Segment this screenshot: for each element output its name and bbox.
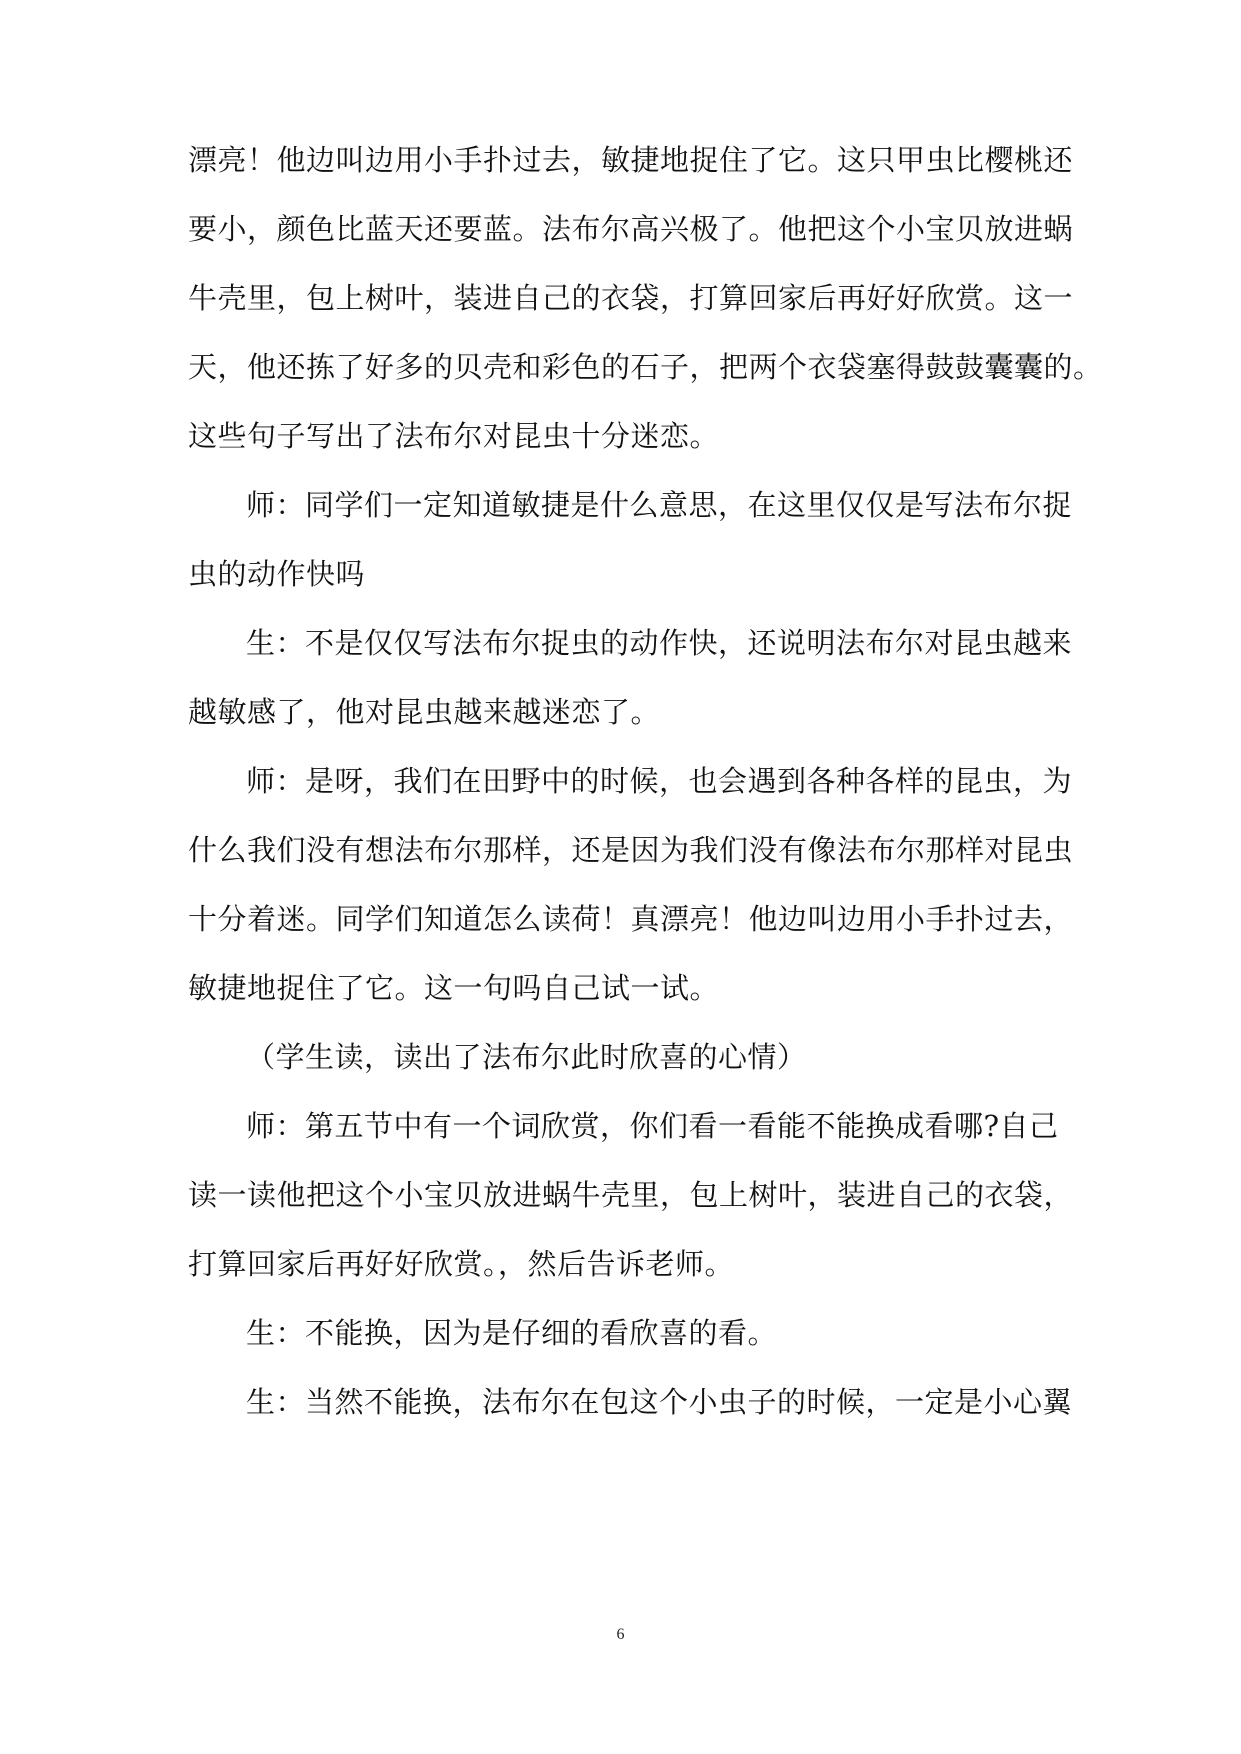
text-line: 生：不能换，因为是仔细的看欣喜的看。 (246, 1316, 778, 1350)
text-line: 师：第五节中有一个词欣赏，你们看一看能不能换成看哪?自己 (246, 1109, 1059, 1143)
text-line: 什么我们没有想法布尔那样，还是因为我们没有像法布尔那样对昆虫 (188, 833, 1074, 867)
text-line: 敏捷地捉住了它。这一句吗自己试一试。 (188, 971, 720, 1005)
text-line: 生：不是仅仅写法布尔捉虫的动作快，还说明法布尔对昆虫越来 (246, 626, 1073, 660)
text-line: 这些句子写出了法布尔对昆虫十分迷恋。 (188, 419, 720, 453)
text-line: 生：当然不能换，法布尔在包这个小虫子的时候，一定是小心翼 (246, 1385, 1073, 1419)
text-line: 读一读他把这个小宝贝放进蜗牛壳里，包上树叶，装进自己的衣袋， (188, 1178, 1074, 1212)
text-line: 天，他还拣了好多的贝壳和彩色的石子，把两个衣袋塞得鼓鼓囊囊的。 (188, 350, 1103, 384)
text-line: 虫的动作快吗 (188, 557, 366, 591)
text-line: 漂亮！他边叫边用小手扑过去，敏捷地捉住了它。这只甲虫比樱桃还 (188, 143, 1074, 177)
text-line: （学生读，读出了法布尔此时欣喜的心情） (246, 1040, 807, 1074)
text-line: 要小，颜色比蓝天还要蓝。法布尔高兴极了。他把这个小宝贝放进蜗 (188, 212, 1074, 246)
text-line: 师：是呀，我们在田野中的时候，也会遇到各种各样的昆虫，为 (246, 764, 1073, 798)
text-line: 牛壳里，包上树叶，装进自己的衣袋，打算回家后再好好欣赏。这一 (188, 281, 1074, 315)
text-line: 十分着迷。同学们知道怎么读荷！真漂亮！他边叫边用小手扑过去， (188, 902, 1074, 936)
page-number: 6 (616, 1626, 625, 1643)
text-line: 师：同学们一定知道敏捷是什么意思，在这里仅仅是写法布尔捉 (246, 488, 1073, 522)
text-line: 越敏感了，他对昆虫越来越迷恋了。 (188, 695, 661, 729)
text-line: 打算回家后再好好欣赏。，然后告诉老师。 (188, 1247, 735, 1281)
